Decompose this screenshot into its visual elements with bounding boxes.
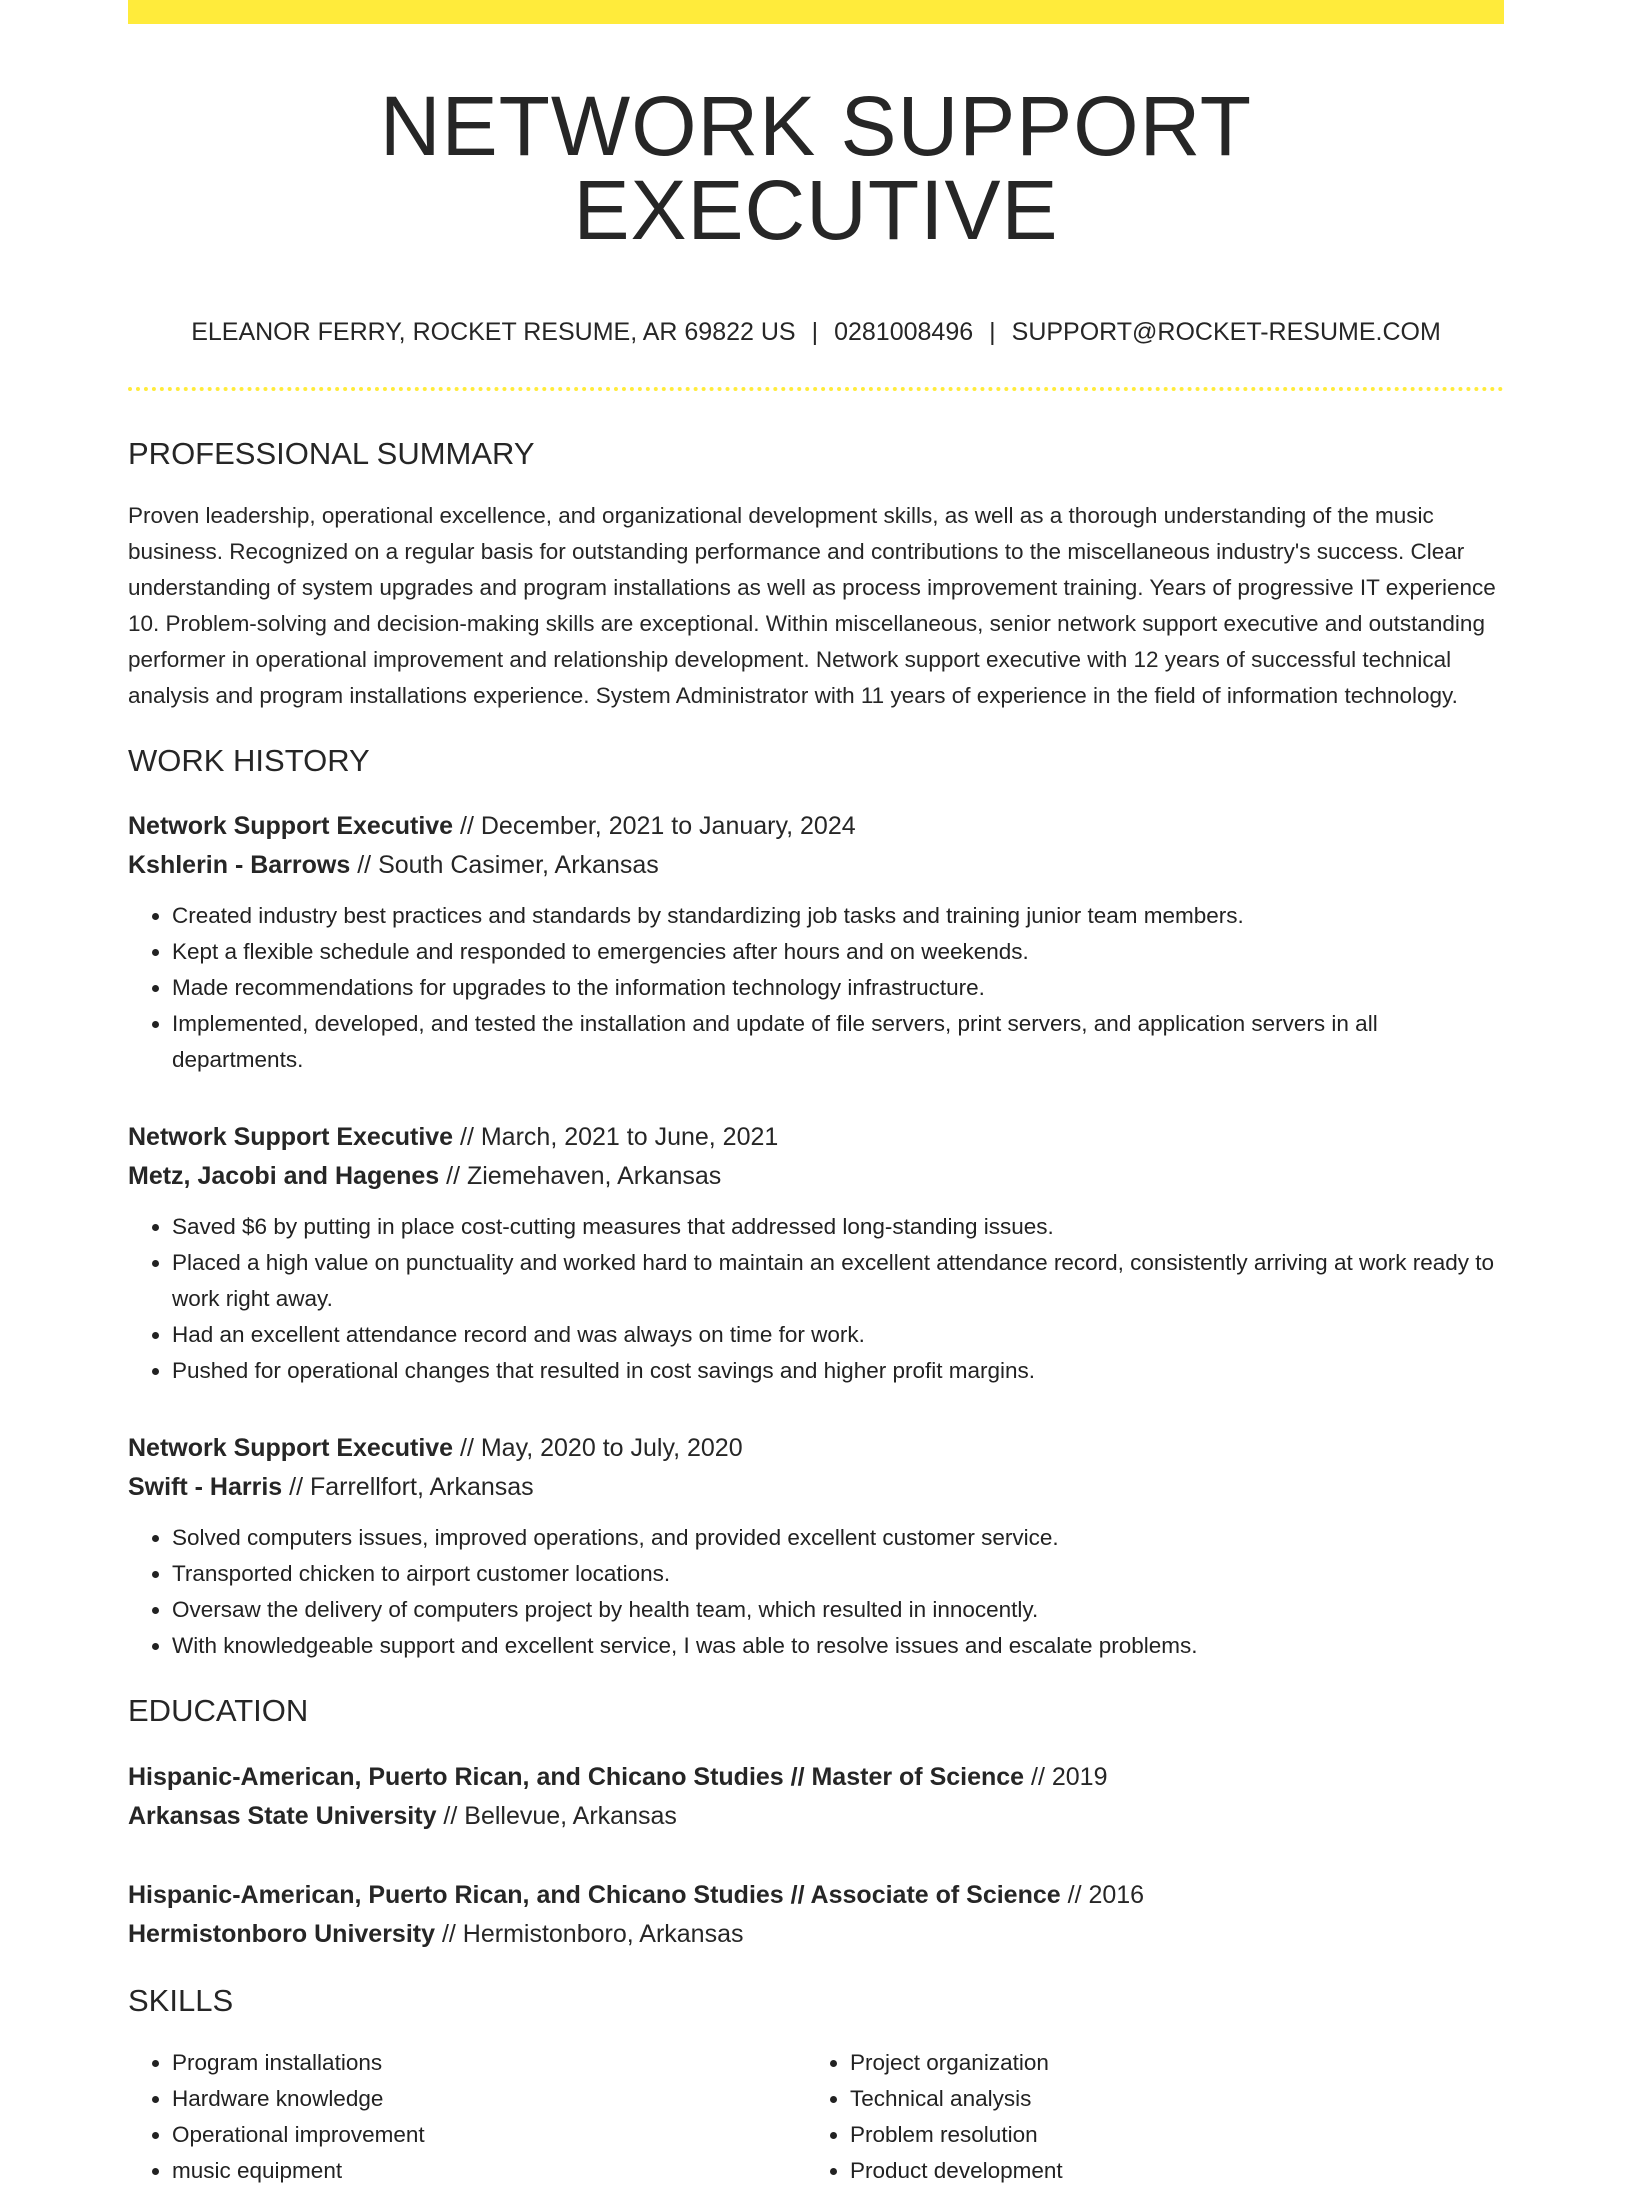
skills-grid [128, 2045, 1504, 2189]
resume-title: NETWORK SUPPORT EXECUTIVE [379, 79, 1253, 257]
job-bullet: • Transported chicken to airport customer locations. [172, 1556, 1504, 1592]
education-school: Hermistonboro University [128, 1919, 436, 1948]
job-bullet: • Created industry best practices and standards by standardizing job tasks and training junior team members. [172, 898, 1504, 934]
skill-item: • Technical analysis [850, 2081, 1484, 2117]
job-location: // South Casimer, Arkansas [350, 851, 659, 880]
contact-phone[interactable]: 0281008496 [834, 318, 974, 346]
education-degree: Hispanic-American, Puerto Rican, and Chicano Studies // Master of Science [128, 1762, 1025, 1791]
education-year: // 2019 [1024, 1762, 1108, 1791]
education-entry [128, 1876, 1504, 1954]
header-divider [128, 387, 1504, 391]
skills-column-left [128, 2045, 806, 2189]
skill-item: • Project organization [850, 2045, 1484, 2081]
skill-item: • Product development [850, 2153, 1484, 2189]
job-company-line [128, 1468, 1504, 1507]
skill-item: • Hardware knowledge [172, 2081, 806, 2117]
job-title-line [128, 1118, 1504, 1157]
education-school: Arkansas State University [128, 1801, 437, 1830]
education-location: // Hermistonboro, Arkansas [435, 1919, 744, 1948]
job-bullets [128, 1209, 1504, 1389]
job-company-line [128, 846, 1504, 885]
skill-item: • Problem resolution [850, 2117, 1484, 2153]
summary-text: Proven leadership, operational excellence, and organizational development skills, as well as a thorough understanding of the music business. Recognized on a regular basis for outstanding performance and contributions to the miscellaneous industry's success. Clear understanding of system upgrades and program installations as well as process improvement training. Years of progressive IT experience 10. Problem-solving and decision-making skills are exceptional. Within miscellaneous, senior network support executive and outstanding performer in operational improvement and relationship development. Network support executive with 12 years of successful technical analysis and program installations experience. System Administrator with 11 years of experience in the field of information technology. [128, 503, 1496, 709]
education-degree-line [128, 1876, 1504, 1915]
skill-item: • Operational improvement [172, 2117, 806, 2153]
education-entry [128, 1758, 1504, 1836]
job-location: // Farrellfort, Arkansas [282, 1473, 534, 1502]
job-entry [128, 807, 1504, 1078]
job-bullets [128, 1520, 1504, 1664]
skill-item: • Program installations [172, 2045, 806, 2081]
education-school-line [128, 1797, 1504, 1836]
skills-column-right [806, 2045, 1484, 2189]
education-year: // 2016 [1060, 1880, 1145, 1909]
job-company-line [128, 1157, 1504, 1196]
job-title: Network Support Executive [128, 1123, 454, 1152]
education-location: // Bellevue, Arkansas [436, 1801, 677, 1830]
summary-heading: PROFESSIONAL SUMMARY [128, 436, 535, 471]
skill-item: • music equipment [172, 2153, 806, 2189]
job-location: // Ziemehaven, Arkansas [439, 1162, 722, 1191]
contact-address: ELEANOR FERRY, ROCKET RESUME, AR 69822 US [191, 318, 796, 346]
education-degree: Hispanic-American, Puerto Rican, and Chicano Studies // Associate of Science [128, 1880, 1061, 1909]
work-history-heading: WORK HISTORY [128, 743, 370, 779]
contact-line [128, 318, 1504, 347]
job-dates: // March, 2021 to June, 2021 [453, 1123, 779, 1152]
contact-separator: | [989, 318, 996, 346]
job-bullet: • Oversaw the delivery of computers project by health team, which resulted in innocently. [172, 1592, 1504, 1628]
job-bullet: • Made recommendations for upgrades to the information technology infrastructure. [172, 970, 1504, 1006]
job-bullet: • Pushed for operational changes that resulted in cost savings and higher profit margins. [172, 1353, 1504, 1389]
resume-page [128, 0, 1504, 2189]
job-title-line [128, 807, 1504, 846]
job-bullet: • Solved computers issues, improved operations, and provided excellent customer service. [172, 1520, 1504, 1556]
job-title-line [128, 1429, 1504, 1468]
job-entry [128, 1118, 1504, 1389]
job-bullet: • Had an excellent attendance record and was always on time for work. [172, 1317, 1504, 1353]
contact-separator: | [811, 318, 819, 346]
job-company: Kshlerin - Barrows [128, 851, 351, 880]
job-title: Network Support Executive [128, 812, 454, 841]
job-bullet: • Placed a high value on punctuality and worked hard to maintain an excellent attendance record, consistently arriving at work ready to work right away. [172, 1245, 1504, 1317]
top-accent-bar [128, 0, 1504, 24]
education-degree-line [128, 1758, 1504, 1797]
job-entry [128, 1429, 1504, 1664]
job-bullets [128, 898, 1504, 1078]
job-bullet: • Kept a flexible schedule and responded to emergencies after hours and on weekends. [172, 934, 1504, 970]
job-bullet: • Implemented, developed, and tested the installation and update of file servers, print servers, and application servers in all departments. [172, 1006, 1504, 1078]
education-heading: EDUCATION [128, 1693, 309, 1729]
job-company: Swift - Harris [128, 1473, 283, 1502]
job-company: Metz, Jacobi and Hagenes [128, 1162, 440, 1191]
skills-heading: SKILLS [128, 1982, 234, 2018]
job-dates: // May, 2020 to July, 2020 [453, 1434, 743, 1463]
job-bullet: • Saved $6 by putting in place cost-cutting measures that addressed long-standing issues. [172, 1209, 1504, 1245]
contact-email[interactable]: SUPPORT@ROCKET-RESUME.COM [1011, 318, 1441, 346]
job-title: Network Support Executive [128, 1434, 454, 1463]
education-school-line [128, 1915, 1504, 1954]
job-bullet: • With knowledgeable support and excellent service, I was able to resolve issues and escalate problems. [172, 1628, 1504, 1664]
job-dates: // December, 2021 to January, 2024 [453, 812, 856, 841]
